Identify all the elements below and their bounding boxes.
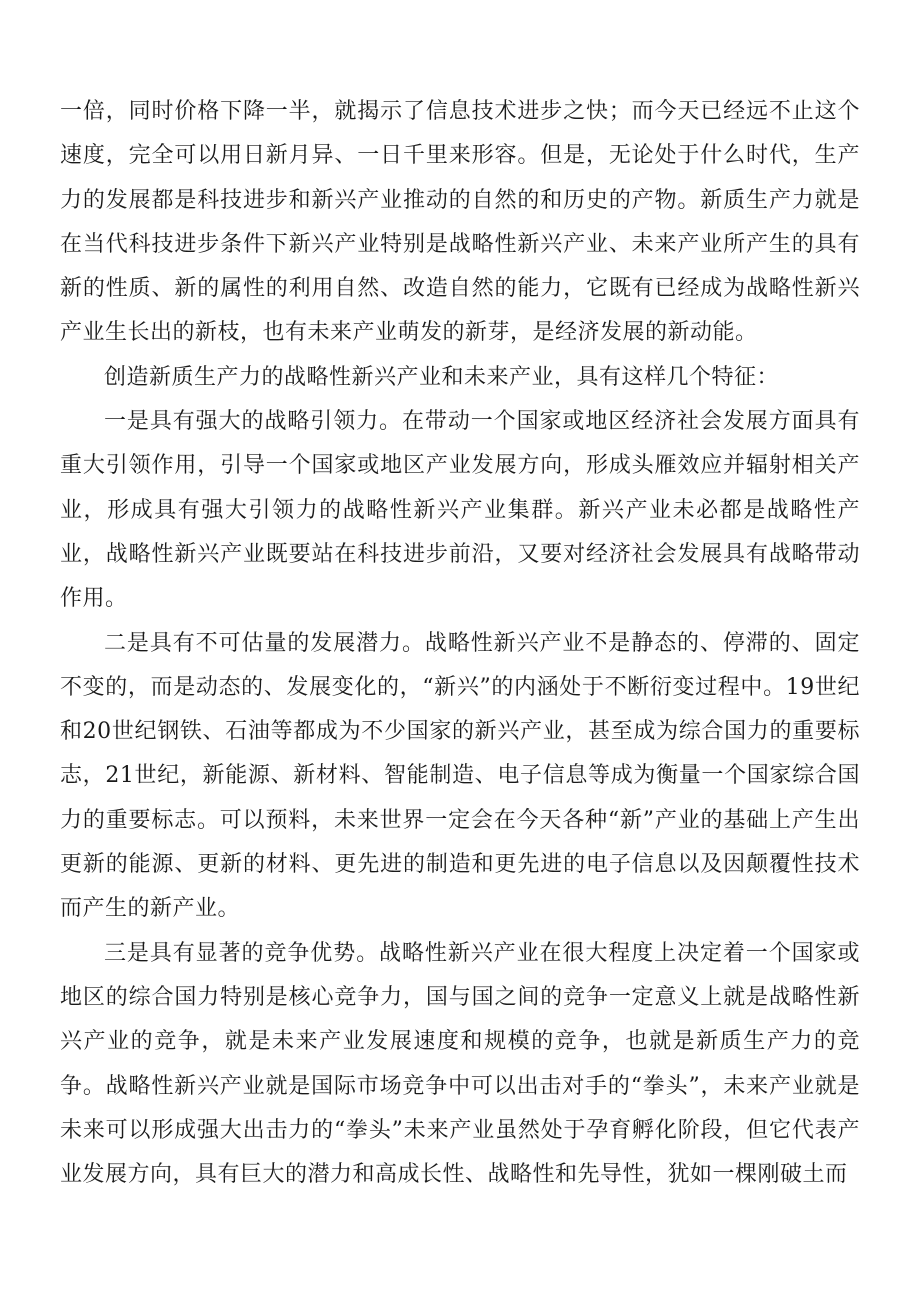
paragraph-continuation: 一倍，同时价格下降一半，就揭示了信息技术进步之快；而今天已经远不止这个速度，完全可以用日新月异、一日千里来形容。但是，无论处于什么时代，生产力的发展都是科技进步和新兴产业推动的自然的和历史的产物。新质生产力就是在当代科技进步条件下新兴产业特别是战略性新兴产业、未来产业所产生的具有新的性质、新的属性的利用自然、改造自然的能力，它既有已经成为战略性新兴产业生长出的新枝，也有未来产业萌发的新芽，是经济发展的新动能。 bbox=[60, 99, 860, 346]
paragraph-feature-two: 二是具有不可估量的发展潜力。战略性新兴产业不是静态的、停滞的、固定不变的，而是动态的、发展变化的，“新兴”的内涵处于不断衍变过程中。19世纪和20世纪钢铁、石油等都成为不少国家的新兴产业，甚至成为综合国力的重要标志，21世纪，新能源、新材料、智能制造、电子信息等成为衡量一个国家综合国力的重要标志。可以预料，未来世界一定会在今天各种“新”产业的基础上产生出更新的能源、更新的材料、更先进的制造和更先进的电子信息以及因颠覆性技术而产生的新产业。 bbox=[60, 630, 860, 922]
paragraph-intro-features: 创造新质生产力的战略性新兴产业和未来产业，具有这样几个特征： bbox=[104, 364, 780, 390]
paragraph-feature-three: 三是具有显著的竞争优势。战略性新兴产业在很大程度上决定着一个国家或地区的综合国力特别是核心竞争力，国与国之间的竞争一定意义上就是战略性新兴产业的竞争，就是未来产业发展速度和规模的竞争，也就是新质生产力的竞争。战略性新兴产业就是国际市场竞争中可以出击对手的“拳头”，未来产业就是未来可以形成强大出击力的“拳头”未来产业虽然处于孕育孵化阶段，但它代表产业发展方向，具有巨大的潜力和高成长性、战略性和先导性，犹如一棵刚破土而 bbox=[60, 940, 860, 1188]
document-page bbox=[60, 90, 860, 1197]
paragraph-feature-one: 一是具有强大的战略引领力。在带动一个国家或地区经济社会发展方面具有重大引领作用，引导一个国家或地区产业发展方向，形成头雁效应并辐射相关产业，形成具有强大引领力的战略性新兴产业集群。新兴产业未必都是战略性产业，战略性新兴产业既要站在科技进步前沿，又要对经济社会发展具有战略带动作用。 bbox=[60, 409, 860, 612]
